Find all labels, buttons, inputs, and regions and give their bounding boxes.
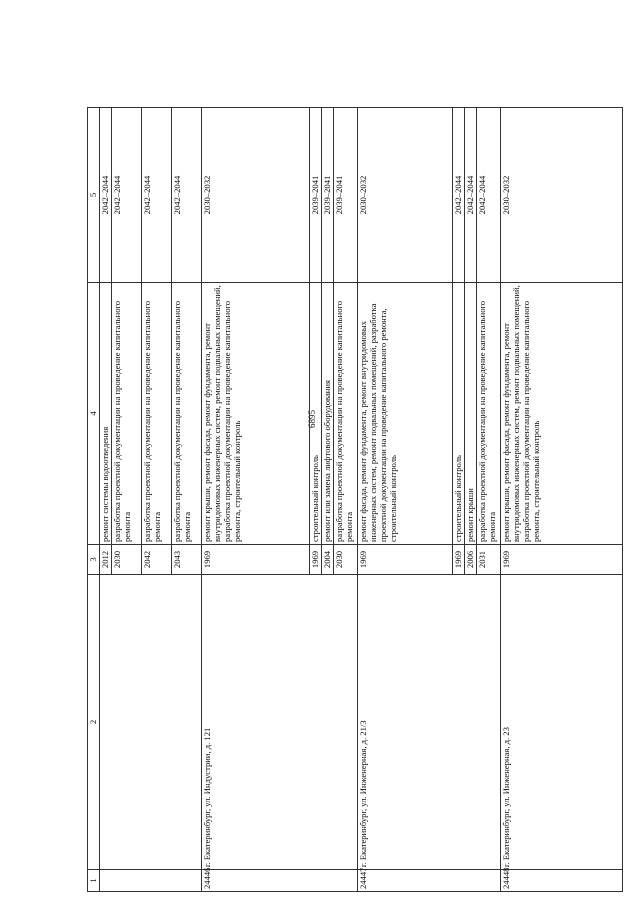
year-cell: 2004	[322, 545, 334, 575]
row-number: 24446.	[202, 870, 358, 892]
work-type-cell: ремонт крыши, ремонт фасада, ремонт фундамента, ремонт внутридомовых инженерных систем, ремонт подвальных помещений, разработка проектной документации на проведение капитального ремонта, строительный контроль	[501, 283, 623, 545]
year-cell: 2030	[112, 545, 142, 575]
work-type-cell: разработка проектной документации на проведение капитального ремонта	[142, 283, 172, 545]
header-cell-1: 1	[88, 870, 100, 892]
period-cell: 2042–2044	[112, 108, 142, 283]
header-cell-3: 3	[88, 545, 100, 575]
year-cell: 1969	[310, 545, 322, 575]
work-type-cell: ремонт фасада, ремонт фундамента, ремонт внутридомовых инженерных систем, ремонт подвальных помещений, разработка проектной документации на проведение капитального ремонта, строительный контроль	[358, 283, 453, 545]
work-type-cell: ремонт крыши, ремонт фасада, ремонт фундамента, ремонт внутридомовых инженерных систем, ремонт подвальных помещений, разработка проектной документации на проведение капитального ремонта, строительный контроль	[202, 283, 310, 545]
table-row	[358, 108, 453, 892]
table-row	[202, 108, 310, 892]
header-row	[88, 108, 100, 892]
header-cell-4: 4	[88, 283, 100, 545]
work-type-cell: разработка проектной документации на проведение капитального ремонта	[334, 283, 358, 545]
table-row	[501, 108, 623, 892]
period-cell: 2042–2044	[142, 108, 172, 283]
address-cell	[100, 575, 202, 870]
work-type-cell: строительный контроль	[453, 283, 465, 545]
period-cell: 2039–2041	[322, 108, 334, 283]
period-cell: 2030–2032	[501, 108, 623, 283]
header-cell-2: 2	[88, 575, 100, 870]
period-cell: 2039–2041	[334, 108, 358, 283]
address-cell: г. Екатеринбург, ул. Инженерная, д. 23	[501, 575, 623, 870]
row-number	[100, 870, 202, 892]
year-cell: 1969	[358, 545, 453, 575]
year-cell: 1969	[501, 545, 623, 575]
work-type-cell: разработка проектной документации на проведение капитального ремонта	[172, 283, 202, 545]
period-cell: 2039–2041	[310, 108, 322, 283]
period-cell: 2030–2032	[202, 108, 310, 283]
year-cell: 2030	[334, 545, 358, 575]
year-cell: 2006	[465, 545, 477, 575]
rotated-table-container	[87, 107, 623, 892]
table-row	[100, 108, 112, 892]
address-cell: г. Екатеринбург, ул. Инженерная, д. 21/3	[358, 575, 501, 870]
work-type-cell: ремонт крыши	[465, 283, 477, 545]
capital-repair-table	[87, 107, 623, 892]
period-cell: 2042–2044	[172, 108, 202, 283]
work-type-cell: ремонт или замена лифтового оборудования	[322, 283, 334, 545]
work-type-cell: ремонт системы водоотведения	[100, 283, 112, 545]
work-type-cell: разработка проектной документации на проведение капитального ремонта	[112, 283, 142, 545]
address-cell: г. Екатеринбург, ул. Индустрии, д. 121	[202, 575, 358, 870]
year-cell: 2043	[172, 545, 202, 575]
row-number: 24447.	[358, 870, 501, 892]
period-cell: 2042–2044	[477, 108, 501, 283]
work-type-cell: строительный контроль	[310, 283, 322, 545]
period-cell: 2042–2044	[100, 108, 112, 283]
page-number: 6895	[307, 410, 317, 428]
year-cell: 1969	[453, 545, 465, 575]
row-number: 24448.	[501, 870, 623, 892]
year-cell: 2042	[142, 545, 172, 575]
period-cell: 2042–2044	[453, 108, 465, 283]
year-cell: 1969	[202, 545, 310, 575]
period-cell: 2042–2044	[465, 108, 477, 283]
year-cell: 2031	[477, 545, 501, 575]
work-type-cell: разработка проектной документации на проведение капитального ремонта	[477, 283, 501, 545]
header-cell-5: 5	[88, 108, 100, 283]
year-cell: 2012	[100, 545, 112, 575]
period-cell: 2030–2032	[358, 108, 453, 283]
